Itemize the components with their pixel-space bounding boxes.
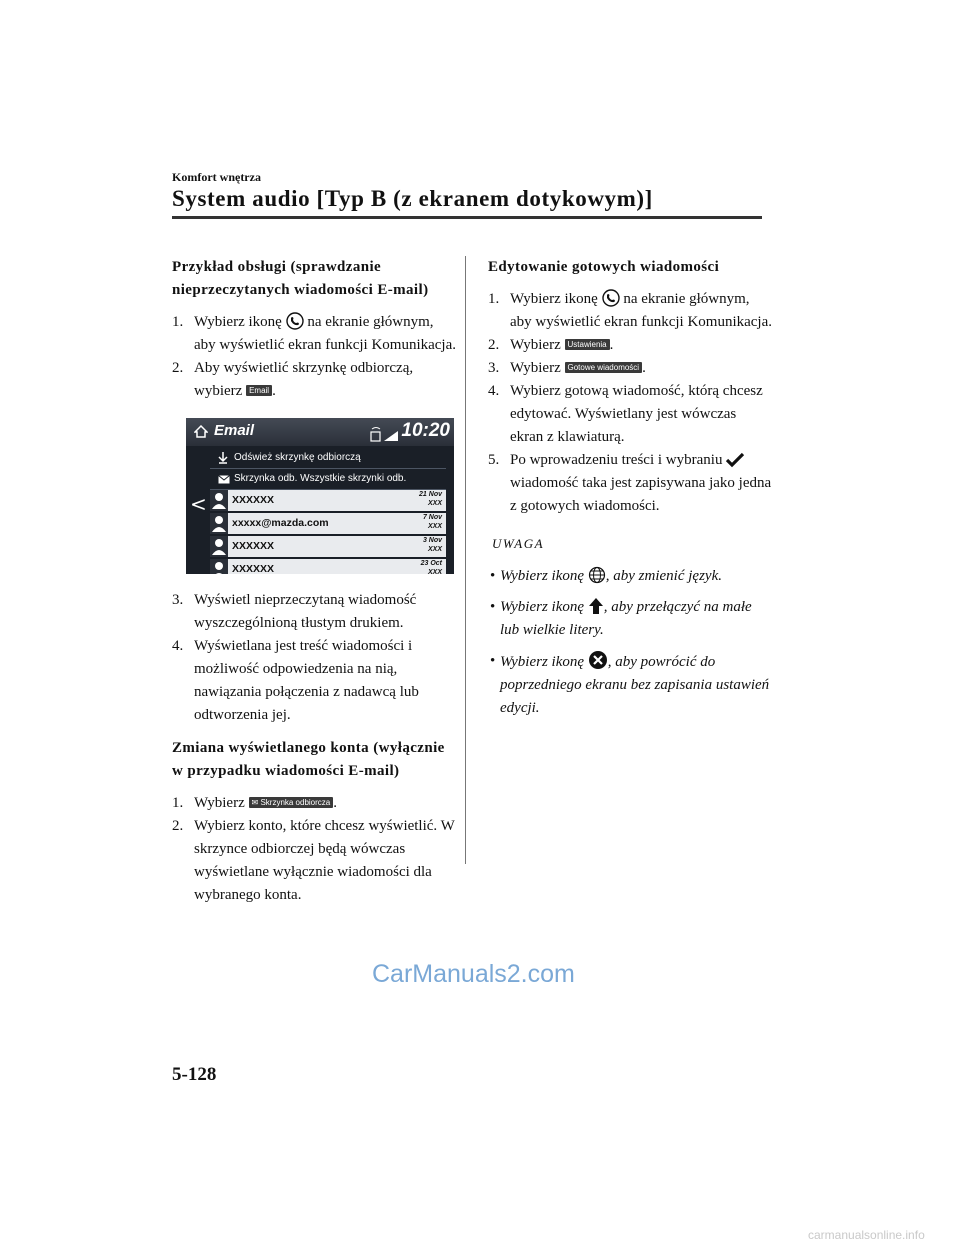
avatar — [210, 513, 228, 534]
mail-date-day: 3 Nov — [422, 537, 442, 544]
heading-example: Przykład obsługi (sprawdzanie nieprzeczytanych wiadomości E-mail) — [172, 259, 429, 298]
bullet-dot: • — [490, 599, 496, 615]
person-icon — [210, 536, 228, 557]
person-icon — [210, 513, 228, 534]
mail-sender: XXXXXX — [232, 494, 275, 506]
section-label: Komfort wnętrza — [172, 170, 261, 184]
step-number: 1. — [488, 291, 500, 307]
shift-arrow-icon — [588, 597, 604, 615]
screen-clock: 10:20 — [401, 420, 450, 441]
screen-list — [210, 448, 446, 574]
watermark: CarManuals2.com — [372, 960, 575, 988]
step-number: 2. — [488, 337, 500, 353]
mail-date-time: XXX — [427, 523, 442, 530]
mail-date-time: XXX — [427, 500, 442, 507]
mail-date — [423, 513, 442, 531]
step-4 — [172, 635, 457, 727]
heading-change-account: Zmiana wyświetlanego konta (wyłącznie w przypadku wiadomości E-mail) — [172, 740, 445, 779]
email-button: Email — [246, 385, 272, 396]
step-text: Wyświetlana jest treść wiadomości i możliwość odpowiedzenia na nią, nawiązania połączenia z nadawcą lub odtworzenia jej. — [194, 638, 419, 723]
settings-button: Ustawienia — [565, 339, 610, 350]
note-text: , aby przełączyć na małe lub wielkie litery. — [500, 599, 752, 638]
note-text: Wybierz ikonę — [500, 568, 585, 584]
step-3 — [172, 589, 457, 635]
signal-icon — [370, 426, 400, 442]
step-number: 4. — [172, 638, 184, 654]
step-text: wiadomość taka jest zapisywana jako jedna z gotowych wiadomości. — [510, 475, 772, 514]
home-icon — [194, 425, 208, 438]
step-text: na ekranie głównym, — [307, 314, 434, 330]
note-title: UWAGA — [492, 536, 545, 551]
envelope-icon — [218, 475, 230, 484]
step-number: 1. — [172, 795, 184, 811]
step-r4 — [488, 380, 773, 449]
column-divider — [465, 256, 466, 864]
checkmark-icon — [726, 452, 744, 468]
step-text: na ekranie głównym, — [623, 291, 750, 307]
note-text: , aby powrócić do poprzedniego ekranu bez zapisania ustawień edycji. — [500, 654, 770, 716]
mail-sender: XXXXXX — [232, 563, 275, 574]
step-text: aby wyświetlić ekran funkcji Komunikacja. — [194, 337, 457, 353]
step-number: 2. — [172, 818, 184, 834]
avatar — [210, 536, 228, 557]
step-text: Po wprowadzeniu treści i wybraniu — [510, 452, 723, 468]
step-text: Wybierz ikonę — [194, 314, 282, 330]
inbox-button-label: Skrzynka odbiorcza — [260, 798, 331, 807]
note-item — [488, 565, 773, 588]
step-number: 3. — [488, 360, 500, 376]
step-number: 1. — [172, 314, 184, 330]
avatar — [210, 559, 228, 574]
step-text: Wybierz ikonę — [510, 291, 598, 307]
person-icon — [210, 559, 228, 574]
step-text: wybierz — [194, 383, 243, 399]
step-text: . — [272, 383, 276, 399]
download-arrow-icon — [218, 452, 228, 464]
step-r3 — [488, 357, 773, 380]
note-text: Wybierz ikonę — [500, 654, 585, 670]
note-item — [488, 650, 773, 720]
mail-date — [423, 536, 442, 554]
step-1b — [172, 792, 457, 815]
inbox-label: Skrzynka odb. Wszystkie skrzynki odb. — [234, 473, 407, 484]
back-chevron-icon: < — [190, 492, 207, 516]
communication-icon — [602, 289, 620, 307]
mail-item — [210, 490, 446, 513]
refresh-row — [210, 448, 446, 469]
mail-item — [210, 559, 446, 574]
step-number: 3. — [172, 592, 184, 608]
step-1 — [172, 311, 457, 357]
close-circle-icon — [588, 650, 608, 670]
left-column — [172, 256, 457, 907]
step-text: Wybierz konto, które chcesz wyświetlić. W skrzynce odbiorczej będą wówczas wyświetlane wyłącznie wiadomości dla wybranego konta. — [194, 818, 455, 903]
screen-header — [186, 418, 454, 446]
person-icon — [210, 490, 228, 511]
step-2 — [172, 357, 457, 403]
mail-date-day: 7 Nov — [422, 514, 442, 521]
mail-date-time: XXX — [427, 569, 442, 574]
globe-icon — [588, 566, 606, 584]
mail-date-day: 21 Nov — [419, 491, 442, 498]
step-text: Wybierz — [510, 360, 561, 376]
email-screen-illustration — [186, 418, 454, 574]
bullet-dot: • — [490, 653, 496, 669]
right-column — [488, 256, 773, 728]
page-title: System audio [Typ B (z ekranem dotykowym)] — [172, 186, 653, 211]
refresh-label: Odśwież skrzynkę odbiorczą — [234, 452, 361, 463]
step-number: 2. — [172, 360, 184, 376]
screen-title: Email — [214, 422, 255, 439]
inbox-button: ✉ Skrzynka odbiorcza — [249, 797, 334, 808]
step-number: 5. — [488, 452, 500, 468]
footer-site: carmanualsonline.info — [808, 1228, 925, 1242]
step-r2 — [488, 334, 773, 357]
avatar — [210, 490, 228, 511]
step-text: aby wyświetlić ekran funkcji Komunikacja. — [510, 314, 773, 330]
page-number: 5-128 — [172, 1064, 217, 1085]
mail-date-time: XXX — [427, 546, 442, 553]
mail-date — [419, 490, 442, 508]
note-item — [488, 596, 773, 642]
ready-messages-button: Gotowe wiadomości — [565, 362, 643, 373]
step-text: Wybierz gotową wiadomość, którą chcesz edytować. Wyświetlany jest wówczas ekran z klawiaturą. — [510, 383, 763, 445]
bullet-dot: • — [490, 568, 496, 584]
mail-sender: xxxxx@mazda.com — [232, 517, 329, 529]
step-r5 — [488, 449, 773, 518]
mail-sender: XXXXXX — [232, 540, 275, 552]
step-text: Wybierz — [194, 795, 245, 811]
mail-item — [210, 513, 446, 536]
note-text: , aby zmienić język. — [605, 568, 722, 584]
note-text: Wybierz ikonę — [500, 599, 585, 615]
heading-edit-messages: Edytowanie gotowych wiadomości — [488, 259, 720, 275]
step-number: 4. — [488, 383, 500, 399]
step-text: . — [642, 360, 646, 376]
step-text: Aby wyświetlić skrzynkę odbiorczą, — [194, 360, 414, 376]
step-text: Wybierz — [510, 337, 561, 353]
step-text: . — [333, 795, 337, 811]
mail-date — [421, 559, 442, 574]
step-r1 — [488, 288, 773, 334]
mail-date-day: 23 Oct — [420, 560, 442, 567]
step-text: . — [609, 337, 614, 353]
mail-item — [210, 536, 446, 559]
title-rule — [172, 216, 762, 219]
inbox-row — [210, 469, 446, 490]
step-text: Wyświetl nieprzeczytaną wiadomość wyszczególnioną tłustym drukiem. — [194, 592, 417, 631]
step-2b — [172, 815, 457, 907]
communication-icon — [286, 312, 304, 330]
